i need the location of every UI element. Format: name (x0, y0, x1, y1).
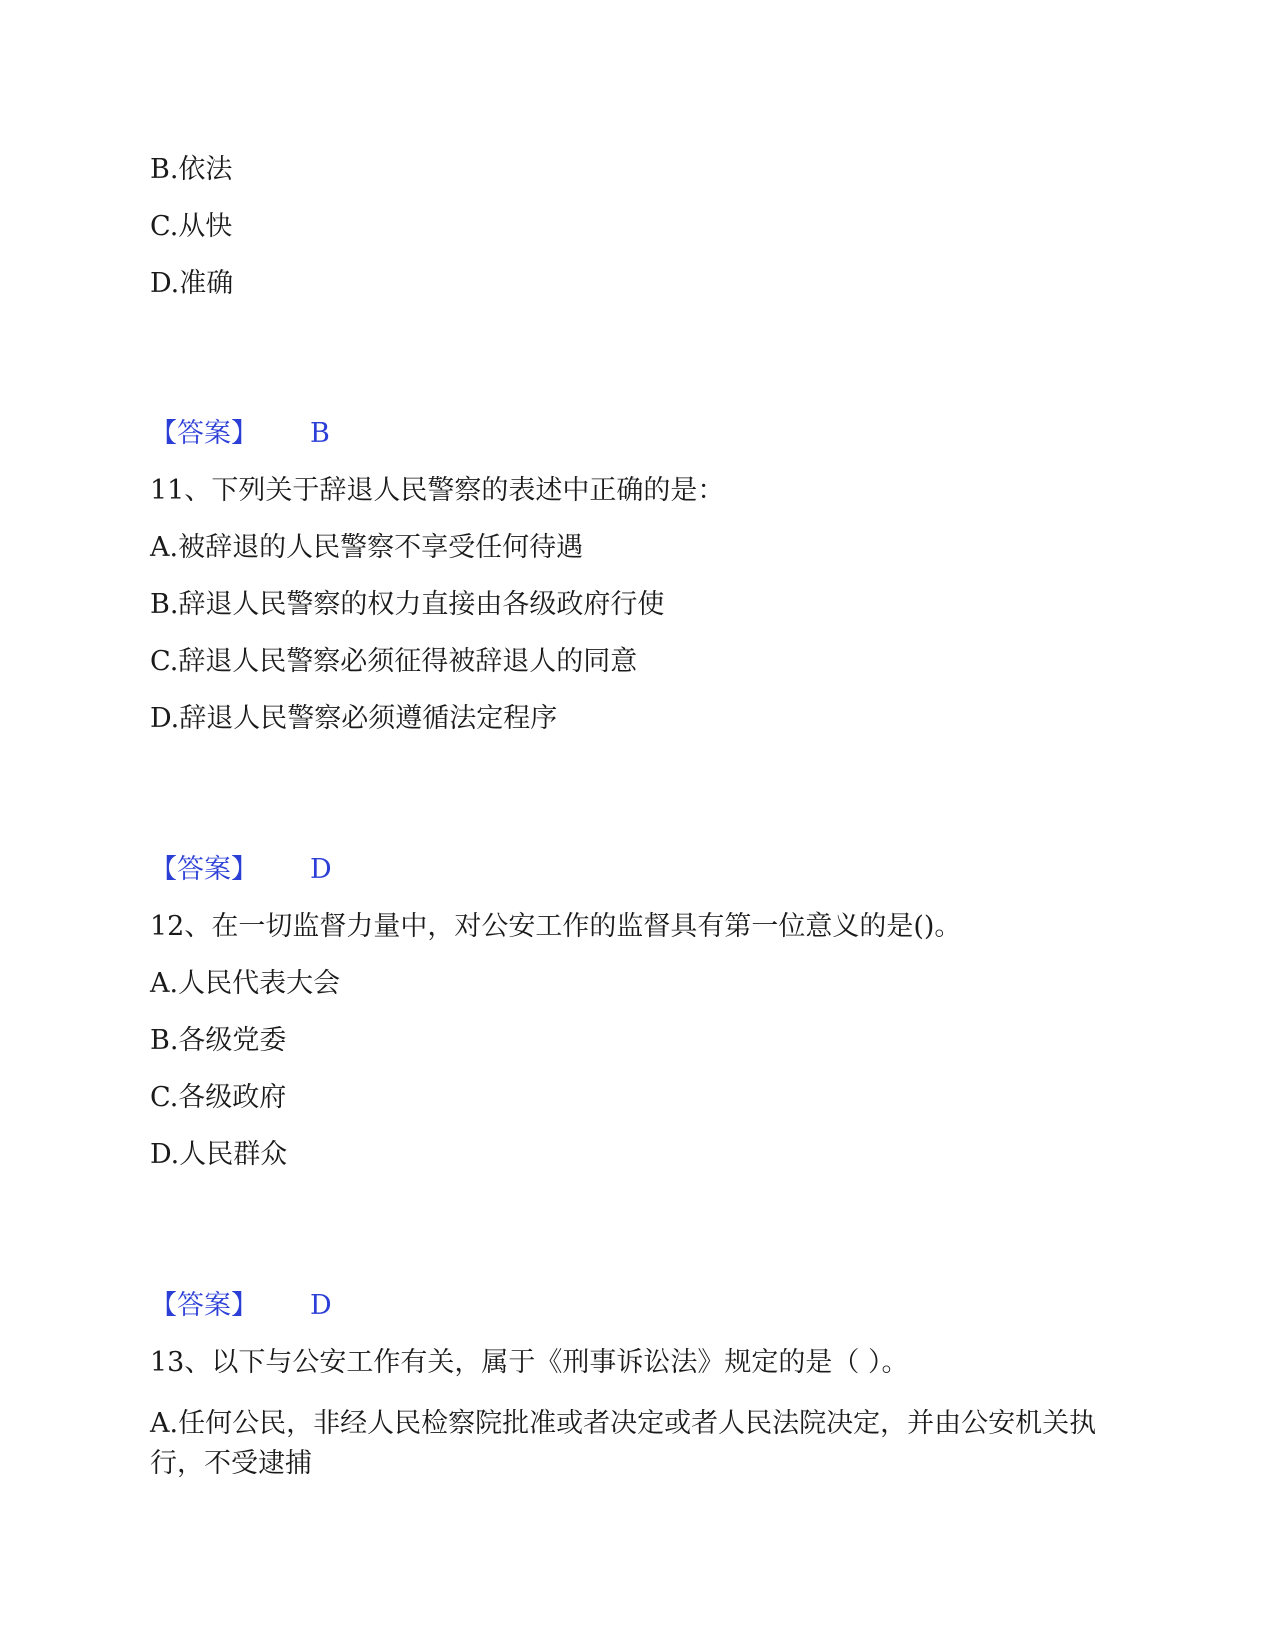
option-c: C.各级政府 (150, 1082, 287, 1113)
option-d: D.人民群众 (150, 1139, 288, 1170)
question-12: 12、在一切监督力量中，对公安工作的监督具有第一位意义的是()。 (150, 911, 962, 942)
answer-value: D (310, 854, 332, 885)
answer-value: D (310, 1290, 332, 1321)
option-d: D.准确 (150, 268, 234, 299)
option-c: C.从快 (150, 211, 233, 242)
option-c: C.辞退人民警察必须征得被辞退人的同意 (150, 646, 638, 677)
answer-line (150, 416, 330, 452)
option-a: A.被辞退的人民警察不享受任何待遇 (150, 532, 584, 563)
option-a: A.任何公民，非经人民检察院批准或者决定或者人民法院决定，并由公安机关执行，不受逮捕 (150, 1408, 1097, 1479)
answer-label: 【答案】 (150, 418, 258, 449)
option-b: B.各级党委 (150, 1025, 287, 1056)
answer-label: 【答案】 (150, 1290, 258, 1321)
question-13: 13、以下与公安工作有关，属于《刑事诉讼法》规定的是（ ）。 (150, 1347, 909, 1378)
option-a: A.人民代表大会 (150, 968, 341, 999)
answer-line (150, 852, 332, 888)
option-b: B.辞退人民警察的权力直接由各级政府行使 (150, 589, 665, 620)
option-b: B.依法 (150, 154, 233, 185)
answer-value: B (310, 418, 330, 449)
option-d: D.辞退人民警察必须遵循法定程序 (150, 703, 558, 734)
question-11: 11、下列关于辞退人民警察的表述中正确的是： (150, 475, 725, 506)
answer-label: 【答案】 (150, 854, 258, 885)
answer-line (150, 1288, 332, 1324)
